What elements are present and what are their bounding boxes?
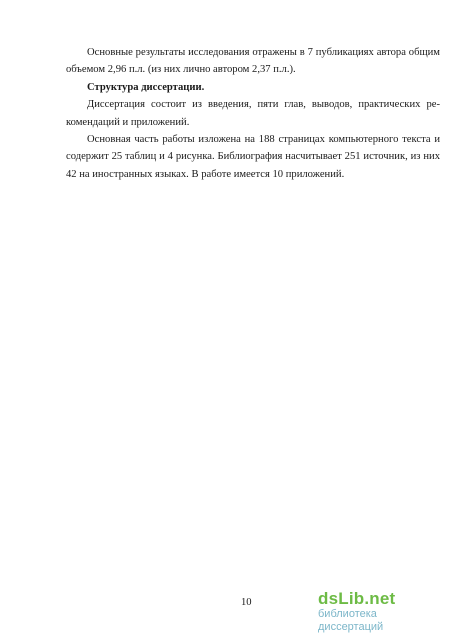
watermark-logo: dsLib.net bbox=[318, 589, 396, 608]
paragraph-volume: Основная часть работы изложена на 188 страницах компьютерного текста и содержит 25 таблиц и 4 рисунка. Библиография насчитывает 251 источник, из них 42 на иностранных языках. В работе имеется 10 приложений. bbox=[66, 134, 440, 180]
watermark-subtitle: библиотека диссертаций bbox=[318, 608, 384, 633]
page-number: 10 bbox=[241, 597, 252, 608]
paragraph-publications: Основные результаты исследования отражены в 7 публикациях автора общим объемом 2,96 п.л. (из них лично автором 2,37 п.л.). bbox=[66, 47, 440, 76]
paragraph-structure: Диссертация состоит из введения, пяти глав, выводов, практических ре-комендаций и приложений. bbox=[66, 99, 440, 128]
watermark bbox=[318, 590, 440, 634]
section-heading: Структура диссертации. bbox=[87, 81, 205, 93]
page-body bbox=[66, 44, 440, 183]
